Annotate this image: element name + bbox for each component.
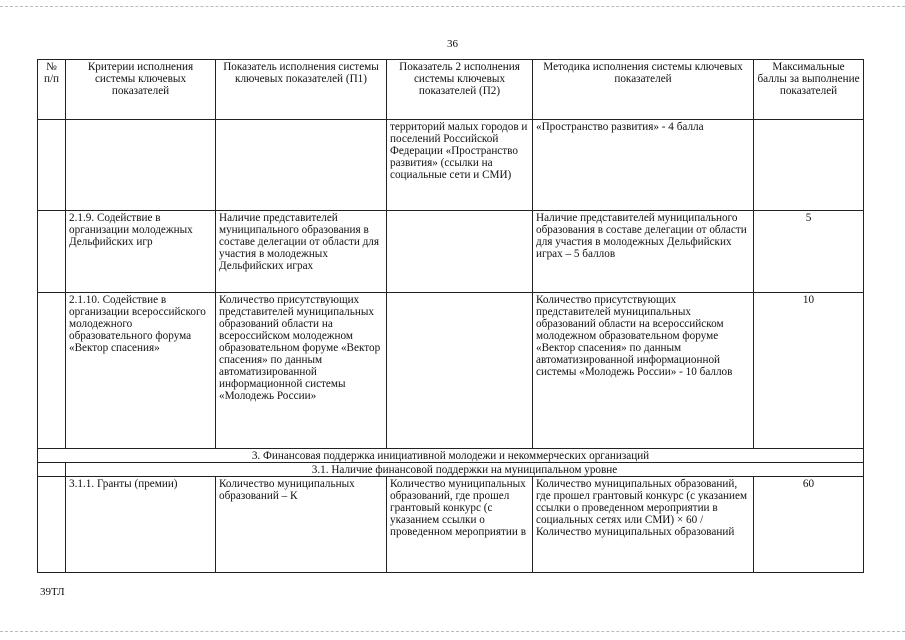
kpi-table — [37, 59, 864, 573]
cell-max-score: 5 — [754, 211, 864, 293]
cell-criteria — [66, 120, 216, 211]
cell-number — [38, 120, 66, 211]
cell-method: Количество присутствующих представителей муниципальных образований области на всероссийском молодежном образовательном форуме «Вектор спасения» по данным автоматизированной информационной системы «Молодежь России» - 10 баллов — [533, 293, 754, 449]
cell-number — [38, 463, 66, 477]
table-row — [38, 293, 864, 449]
table-row — [38, 477, 864, 573]
section-3-heading: 3. Финансовая поддержка инициативной молодежи и некоммерческих организаций — [38, 449, 864, 463]
cell-p1: Количество присутствующих представителей муниципальных образований области на всероссийском молодежном образовательном форуме «Вектор спасения» по данным автоматизированной информационной системы «Молодежь России» — [216, 293, 387, 449]
header-criteria: Критерии исполнения системы ключевых показателей — [66, 60, 216, 120]
cell-criteria: 2.1.10. Содействие в организации всероссийского молодежного образовательного форума «Вектор спасения» — [66, 293, 216, 449]
cell-p2 — [387, 211, 533, 293]
section-row — [38, 463, 864, 477]
cell-p1: Наличие представителей муниципального образования в составе делегации от области для участия в молодежных Дельфийских играх — [216, 211, 387, 293]
cell-method: Количество муниципальных образований, где прошел грантовый конкурс (с указанием ссылки о проведенном мероприятии в социальных сетях или СМИ) × 60 / Количество муниципальных образований — [533, 477, 754, 573]
cell-p1 — [216, 120, 387, 211]
cell-criteria: 2.1.9. Содействие в организации молодежных Дельфийских игр — [66, 211, 216, 293]
cell-number — [38, 293, 66, 449]
cell-p2: Количество муниципальных образований, где прошел грантовый конкурс (с указанием ссылки о проведенном мероприятии в — [387, 477, 533, 573]
header-number: № п/п — [38, 60, 66, 120]
header-max-score: Максимальные баллы за выполнение показателей — [754, 60, 864, 120]
footer-code: 39ТЛ — [40, 586, 65, 598]
cell-method: Наличие представителей муниципального образования в составе делегации от области для участия в молодежных Дельфийских играх – 5 баллов — [533, 211, 754, 293]
cell-method: «Пространство развития» - 4 балла — [533, 120, 754, 211]
header-p2: Показатель 2 исполнения системы ключевых показателей (П2) — [387, 60, 533, 120]
cell-number — [38, 477, 66, 573]
scan-edge-top — [0, 6, 905, 7]
table-row — [38, 120, 864, 211]
cell-max-score: 60 — [754, 477, 864, 573]
table-row — [38, 211, 864, 293]
header-method: Методика исполнения системы ключевых показателей — [533, 60, 754, 120]
header-p1: Показатель исполнения системы ключевых показателей (П1) — [216, 60, 387, 120]
cell-p2: территорий малых городов и поселений Российской Федерации «Пространство развития» (ссылки на социальные сети и СМИ) — [387, 120, 533, 211]
section-3-1-heading: 3.1. Наличие финансовой поддержки на муниципальном уровне — [66, 463, 864, 477]
cell-p1: Количество муниципальных образований – К — [216, 477, 387, 573]
cell-max-score: 10 — [754, 293, 864, 449]
cell-max-score — [754, 120, 864, 211]
scan-edge-bottom — [0, 631, 905, 632]
table-header-row — [38, 60, 864, 120]
cell-criteria: 3.1.1. Гранты (премии) — [66, 477, 216, 573]
cell-p2 — [387, 293, 533, 449]
cell-number — [38, 211, 66, 293]
page-number: 36 — [447, 38, 458, 50]
section-row — [38, 449, 864, 463]
